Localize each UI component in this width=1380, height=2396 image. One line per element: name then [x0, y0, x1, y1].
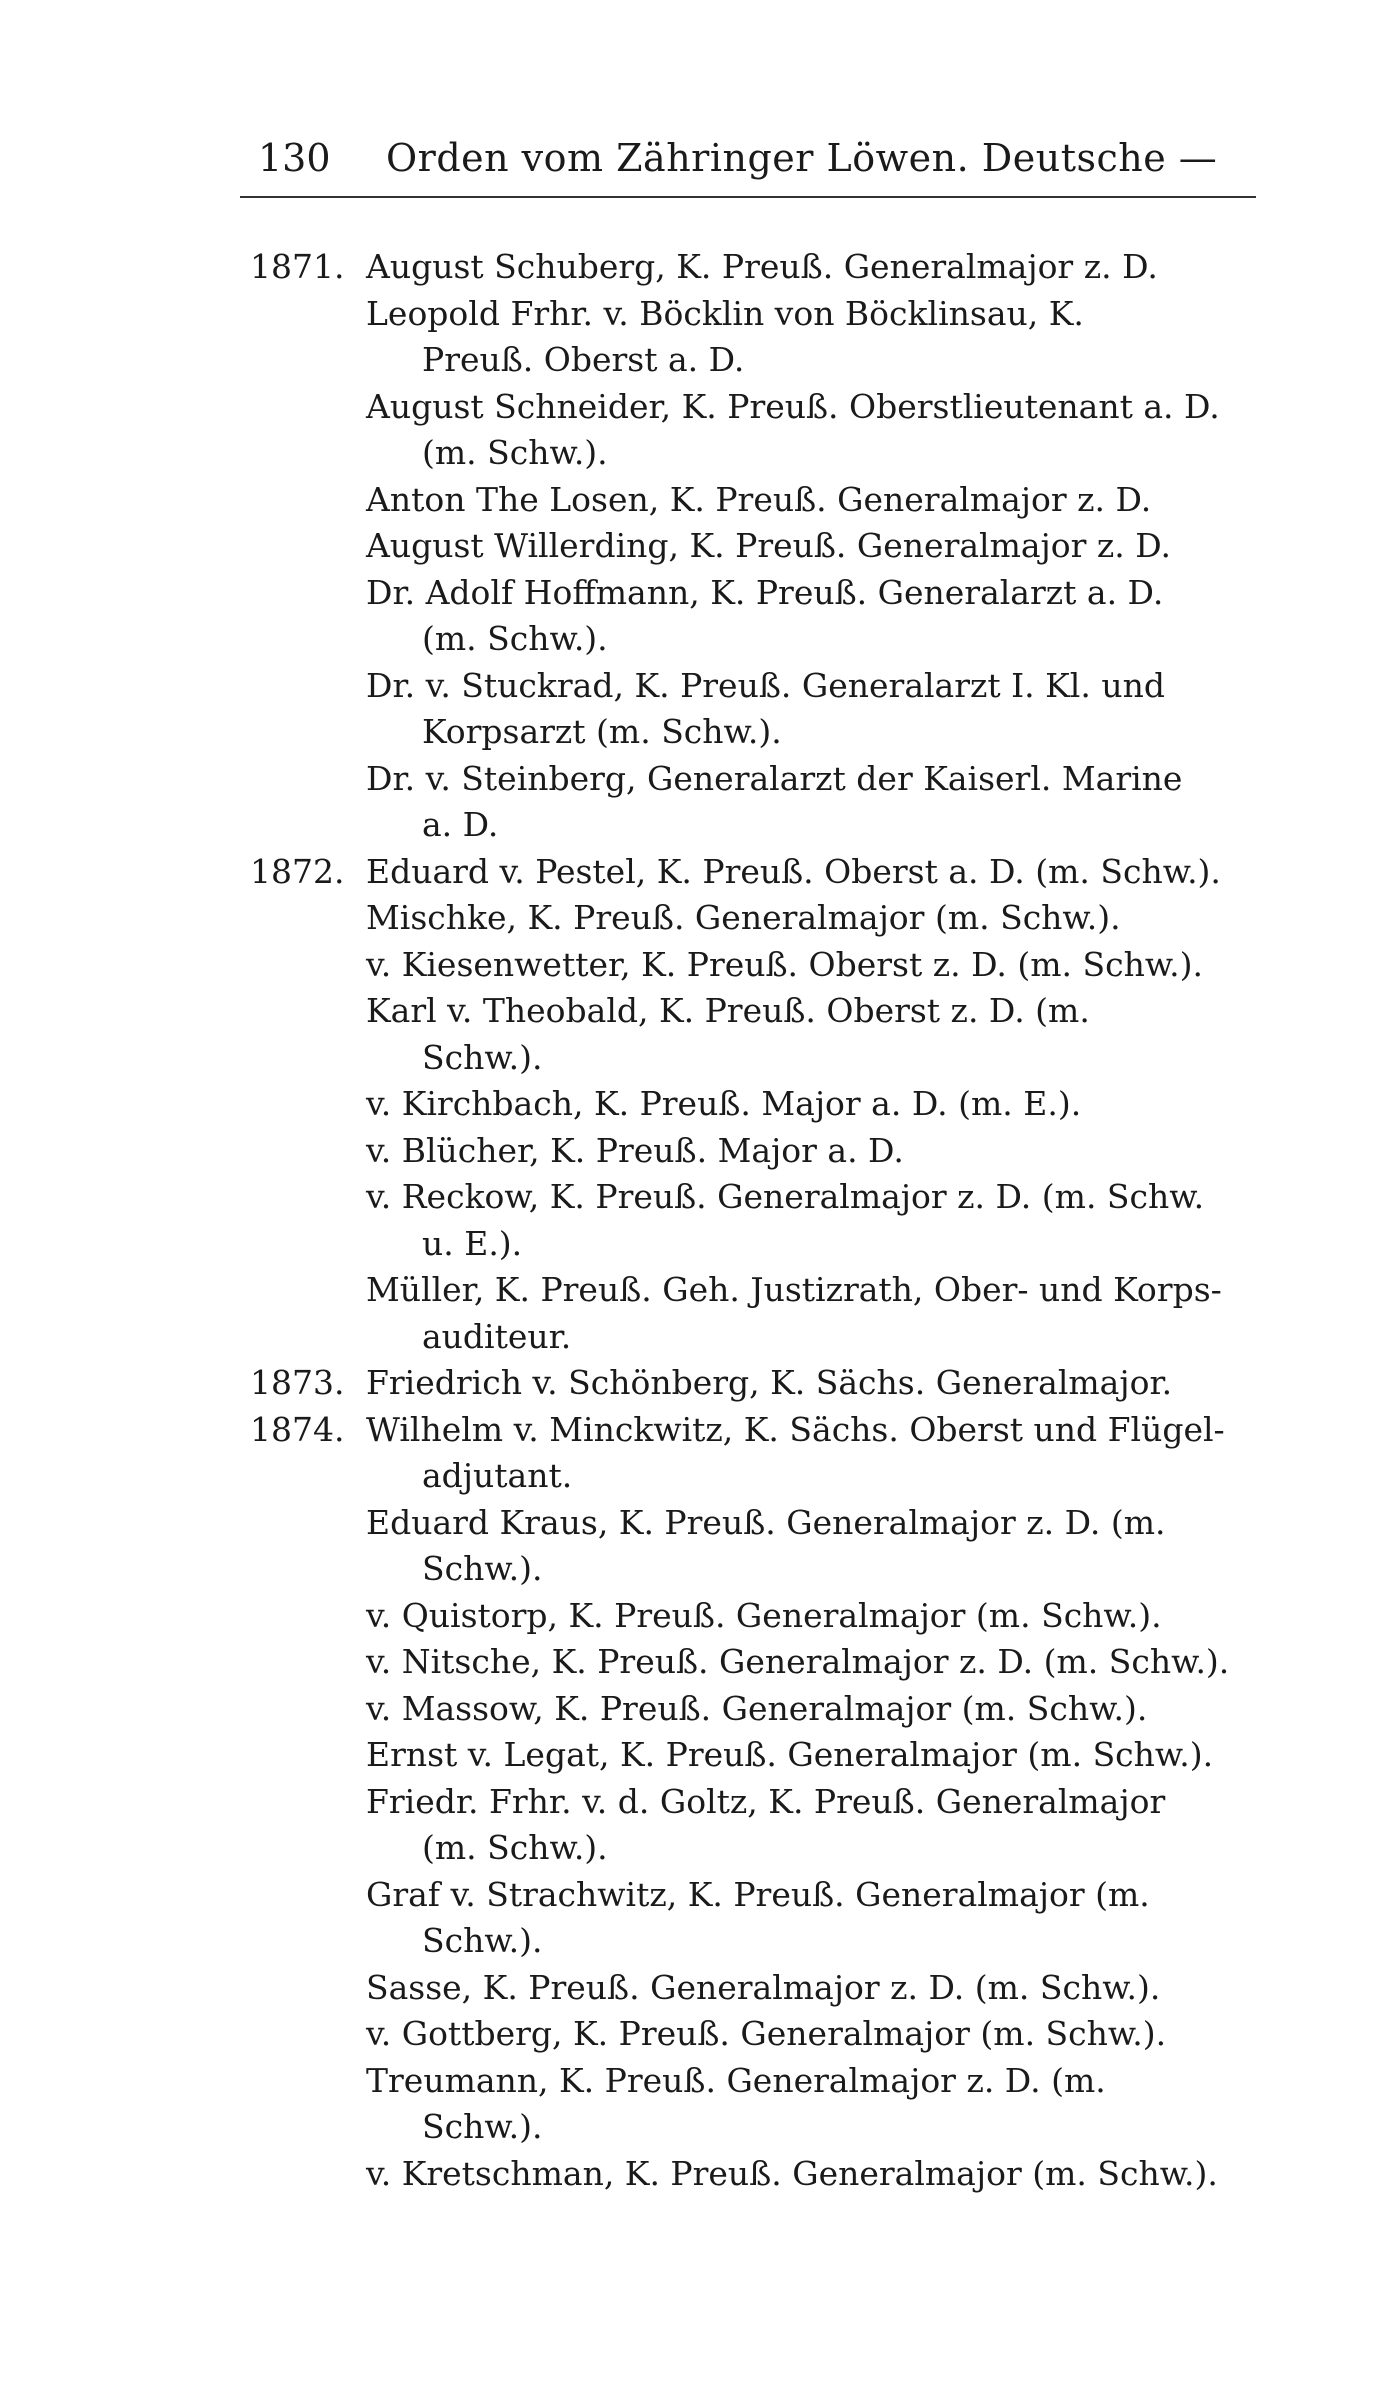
list-line [0, 988, 1380, 1035]
entry-text: Anton The Losen, K. Preuß. Generalmajor z. D. [366, 479, 1152, 519]
entry-continuation: adjutant. [422, 1456, 573, 1495]
entry-continuation: u. E.). [422, 1223, 523, 1263]
entry-continuation: Schw.). [422, 1037, 543, 1077]
list-line [0, 1314, 1380, 1361]
year-label: 1871. [250, 247, 345, 286]
entry-text: Mischke, K. Preuß. Generalmajor (m. Schw.). [366, 898, 1121, 937]
entry-continuation: (m. Schw.). [422, 619, 608, 658]
list-line [0, 570, 1380, 617]
entry-text: August Willerding, K. Preuß. Generalmajor z. D. [366, 526, 1172, 565]
entry-text: v. Quistorp, K. Preuß. Generalmajor (m. Schw.). [366, 1595, 1162, 1635]
list-line [0, 1593, 1380, 1640]
entry-continuation: (m. Schw.). [422, 433, 608, 472]
list-line [0, 384, 1380, 431]
list-line [0, 2011, 1380, 2058]
list-line [0, 477, 1380, 524]
list-line [0, 709, 1380, 756]
list-line [0, 1267, 1380, 1314]
list-line [0, 1453, 1380, 1500]
entry-text: Wilhelm v. Minckwitz, K. Sächs. Oberst und Flügel- [366, 1409, 1225, 1449]
entry-text: v. Kretschman, K. Preuß. Generalmajor (m. Schw.). [366, 2153, 1218, 2193]
list-line [0, 849, 1380, 896]
entry-continuation: Schw.). [422, 2107, 543, 2146]
entry-text: August Schuberg, K. Preuß. Generalmajor z. D. [366, 247, 1158, 286]
entry-continuation: a. D. [422, 805, 499, 844]
entry-text: v. Kirchbach, K. Preuß. Major a. D. (m. E.). [366, 1084, 1082, 1123]
entry-text: Karl v. Theobald, K. Preuß. Oberst z. D. (m. [366, 991, 1090, 1030]
entry-text: Leopold Frhr. v. Böcklin von Böcklinsau, K. [366, 293, 1084, 333]
entry-continuation: Schw.). [422, 1921, 543, 1960]
entry-text: Friedr. Frhr. v. d. Goltz, K. Preuß. Generalmajor [366, 1781, 1166, 1821]
entry-continuation: (m. Schw.). [422, 1828, 608, 1867]
entry-text: Graf v. Strachwitz, K. Preuß. Generalmajor (m. [366, 1874, 1150, 1914]
list-line [0, 2151, 1380, 2198]
list-line [0, 523, 1380, 570]
entry-text: v. Massow, K. Preuß. Generalmajor (m. Schw.). [366, 1688, 1148, 1728]
list-line [0, 895, 1380, 942]
list-line [0, 1360, 1380, 1407]
list-line [0, 1918, 1380, 1965]
entry-text: Dr. v. Steinberg, Generalarzt der Kaiserl. Marine [366, 758, 1183, 798]
list-line [0, 1174, 1380, 1221]
list-line [0, 1546, 1380, 1593]
list-line [0, 1825, 1380, 1872]
entry-text: v. Kiesenwetter, K. Preuß. Oberst z. D. (m. Schw.). [366, 944, 1204, 984]
list-line [0, 1639, 1380, 1686]
running-head [258, 128, 1258, 188]
list-line [0, 337, 1380, 384]
entry-continuation: Preuß. Oberst a. D. [422, 340, 745, 379]
entry-text: Friedrich v. Schönberg, K. Sächs. Generalmajor. [366, 1363, 1173, 1402]
page-number: 130 [258, 136, 331, 180]
list-line [0, 1872, 1380, 1919]
entry-text: August Schneider, K. Preuß. Oberstlieutenant a. D. [366, 386, 1220, 426]
list-line [0, 942, 1380, 989]
decoration-list [0, 244, 1380, 2197]
list-line [0, 1128, 1380, 1175]
list-line [0, 2104, 1380, 2151]
list-line [0, 291, 1380, 338]
entry-text: Dr. v. Stuckrad, K. Preuß. Generalarzt I. Kl. und [366, 665, 1165, 705]
entry-continuation: auditeur. [422, 1316, 572, 1356]
list-line [0, 802, 1380, 849]
list-line [0, 1500, 1380, 1547]
year-label: 1874. [250, 1409, 345, 1449]
list-line [0, 2058, 1380, 2105]
entry-text: Treumann, K. Preuß. Generalmajor z. D. (m. [366, 2060, 1106, 2100]
entry-text: v. Gottberg, K. Preuß. Generalmajor (m. Schw.). [366, 2014, 1167, 2053]
header-rule [240, 196, 1256, 198]
entry-text: Sasse, K. Preuß. Generalmajor z. D. (m. Schw.). [366, 1967, 1161, 2007]
entry-continuation: Schw.). [422, 1549, 543, 1588]
list-line [0, 1081, 1380, 1128]
entry-text: Ernst v. Legat, K. Preuß. Generalmajor (m. Schw.). [366, 1735, 1214, 1774]
list-line [0, 1686, 1380, 1733]
year-label: 1873. [250, 1363, 345, 1402]
list-line [0, 616, 1380, 663]
list-line [0, 663, 1380, 710]
list-line [0, 1407, 1380, 1454]
list-line [0, 1965, 1380, 2012]
entry-text: Dr. Adolf Hoffmann, K. Preuß. Generalarzt a. D. [366, 572, 1164, 612]
entry-text: Eduard v. Pestel, K. Preuß. Oberst a. D. (m. Schw.). [366, 851, 1221, 891]
year-label: 1872. [250, 851, 345, 891]
list-line [0, 756, 1380, 803]
list-line [0, 1779, 1380, 1826]
entry-text: v. Nitsche, K. Preuß. Generalmajor z. D. (m. Schw.). [366, 1642, 1230, 1681]
entry-text: v. Blücher, K. Preuß. Major a. D. [366, 1130, 904, 1170]
entry-continuation: Korpsarzt (m. Schw.). [422, 712, 782, 751]
entry-text: Müller, K. Preuß. Geh. Justizrath, Ober- und Korps- [366, 1270, 1222, 1309]
list-line [0, 1732, 1380, 1779]
list-line [0, 244, 1380, 291]
list-line [0, 430, 1380, 477]
entry-text: v. Reckow, K. Preuß. Generalmajor z. D. (m. Schw. [366, 1177, 1205, 1216]
running-title: Orden vom Zähringer Löwen. Deutsche — [386, 136, 1218, 180]
list-line [0, 1221, 1380, 1268]
list-line [0, 1035, 1380, 1082]
entry-text: Eduard Kraus, K. Preuß. Generalmajor z. D. (m. [366, 1502, 1166, 1542]
